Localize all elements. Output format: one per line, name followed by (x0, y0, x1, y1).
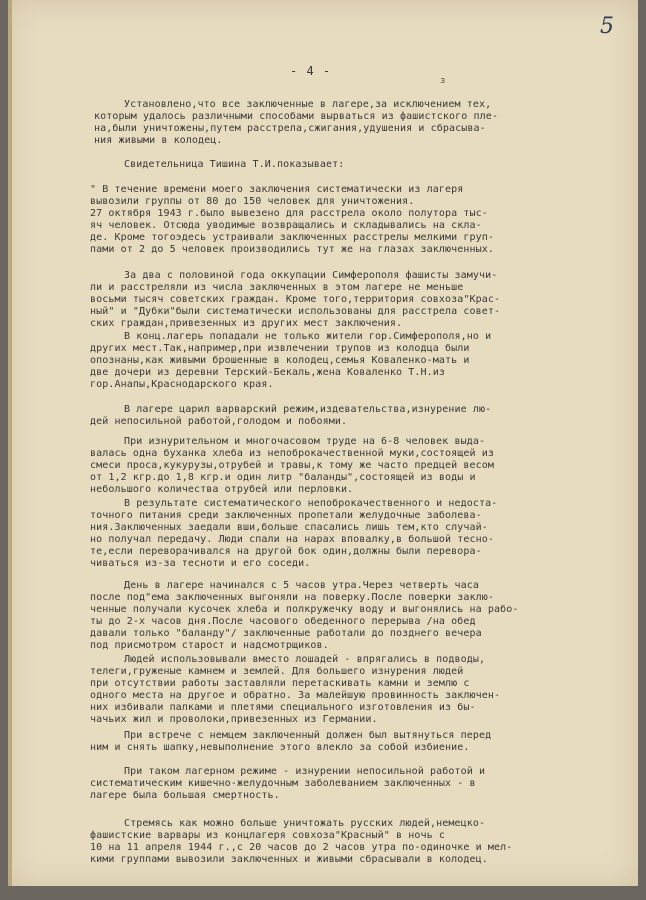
text-line: дей непосильной работой,голодом и побоями. (90, 416, 348, 427)
text-line: День в лагере начинался с 5 часов утра.Через четверть часа (124, 580, 479, 591)
text-line: после под"ема заключенных выгоняли на поверку.После поверки заклю- (90, 592, 494, 603)
text-line: За два с половиной года оккупации Симферополя фашисты замучи- (124, 270, 498, 281)
text-line: При таком лагерном режиме - изнурении непосильной работой и (124, 766, 486, 777)
text-line: давали только "баланду"/ заключенные работали до позднего вечера (90, 628, 482, 639)
text-line: Стремясь как можно больше уничтожать русских людей,немецко- (124, 818, 486, 829)
text-line: вывозили группы от 80 до 150 человек для уничтожения. (90, 196, 415, 207)
text-line: которым удалось различными способами вырваться из фашистского пле- (94, 111, 498, 122)
text-line: В результате систематического непоброкачественного и недоста- (124, 498, 498, 509)
text-line: В лагере царил варварский режим,издевательства,изнурение лю- (124, 404, 492, 415)
text-line: ния живыми в колодец. (94, 135, 223, 146)
text-line: 10 на 11 апреля 1944 г.,с 20 часов до 2 часов утра по-одиночке и мел- (90, 842, 513, 853)
text-line: чачьих жил и проволоки,привезенных из Германии. (90, 714, 378, 725)
text-line: ты до 2-х часов дня.После часового обеденного перерыва /на обед (90, 616, 476, 627)
text-line: систематическим кишечно-желудочным заболеванием заключенных - в (90, 778, 476, 789)
text-line: две дочери из деревни Терский-Бекаль,жена Коваленко Т.Н.из (90, 367, 445, 378)
text-line: те,если переворачивался на другой бок один,должны были перевора- (90, 546, 482, 557)
text-line: ских граждан,привезенных из других мест заключения. (90, 318, 403, 329)
text-line: В конц.лагерь попадали не только жители гор.Симферополя,но и (124, 331, 492, 342)
text-line: от 1,2 кгр.до 1,8 кгр.и один литр "баланды",состоящей из воды и (90, 472, 476, 483)
text-line: кими группами вывозили заключенных и живыми сбрасывали в колодец. (90, 854, 488, 865)
text-line: ния.Заключенных заедали вши,больше спасались лишь тем,кто случай- (90, 522, 488, 533)
page-binding-edge (8, 0, 12, 886)
text-line: Установлено,что все заключенные в лагере,за исключением тех, (124, 99, 492, 110)
text-line: других мест.Так,например,при извлечении трупов из колодца были (90, 343, 470, 354)
text-line: точного питания среди заключенных пропетали желудочные заболева- (90, 510, 482, 521)
text-line: одного места на другое и обратно. За малейшую провинность заключен- (90, 690, 501, 701)
text-line: ним и снять шапку,невыполнение этого влекло за собой избиение. (90, 742, 470, 753)
text-line: ный" и "Дубки"были систематически использованы для расстрела совет- (90, 306, 501, 317)
text-line: Свидетельница Тишина Т.И.показывает: (124, 159, 345, 170)
text-line: валась одна буханка хлеба из непоброкачественной муки,состоящей из (90, 448, 494, 459)
stray-mark: з (440, 76, 446, 86)
text-line: гор.Анапы,Краснодарского края. (90, 379, 274, 390)
text-line: но получал передачу. Люди спали на нарах вповалку,в большой тесно- (90, 534, 494, 545)
text-line: де. Кроме тогоэдесь устраивали заключенных расстрелы мелкими груп- (90, 232, 494, 243)
text-line: небольшого количества отрубей или перловки. (90, 484, 354, 495)
text-line: ченные получали кусочек хлеба и полкружечку воду и выгонялись на рабо- (90, 604, 519, 615)
text-line: При изнурительном и многочасовом труде на 6-8 человек выда- (124, 436, 486, 447)
text-line: 27 октября 1943 г.было вывезено для расстрела около полутора тыс- (90, 208, 488, 219)
text-line: при отсутствии работы заставляли перетаскивать камни и землю с (90, 678, 470, 689)
text-line: При встрече с немцем заключенный должен был вытянуться перед (124, 730, 492, 741)
text-line: смеси проса,кукурузы,отрубей и травы,к тому же часто предцей весом (90, 460, 494, 471)
text-line: яч человек. Отсюда уводимые возвращались и складывались на скла- (90, 220, 482, 231)
page-number: - 4 - (290, 64, 332, 78)
text-line: Людей использовывали вместо лошадей - впрягались в подводы, (124, 654, 486, 665)
text-line: пами от 2 до 5 человек производились тут же на глазах заключенных. (90, 244, 494, 255)
text-line: чиваться из-за тесноти и его соседи. (90, 558, 311, 569)
text-line: на,были уничтожены,путем расстрела,сжигания,удушения и сбрасыва- (94, 123, 486, 134)
text-line: восьми тысяч советских граждан. Кроме того,территория совхоза"Крас- (90, 294, 501, 305)
text-line: " В течение времени моего заключения систематически из лагеря (90, 184, 464, 195)
text-line: ли и расстреляли из числа заключенных в этом лагере не меньше (90, 282, 464, 293)
text-line: телеги,груженые камнем и землей. Для большего изнурения людей (90, 666, 464, 677)
text-line: опознаны,как живыми брошенные в колодец,семья Коваленко-мать и (90, 355, 470, 366)
text-line: под присмотром старост и надсмотрщиков. (90, 640, 329, 651)
handwritten-page-mark: 5 (600, 14, 614, 39)
text-line: них избивали палками и плетями специального изготовления из бы- (90, 702, 476, 713)
text-line: фашистские варвары из концлагеря совхоза"Красный" в ночь с (90, 830, 445, 841)
text-line: лагере была большая смертность. (90, 790, 280, 801)
